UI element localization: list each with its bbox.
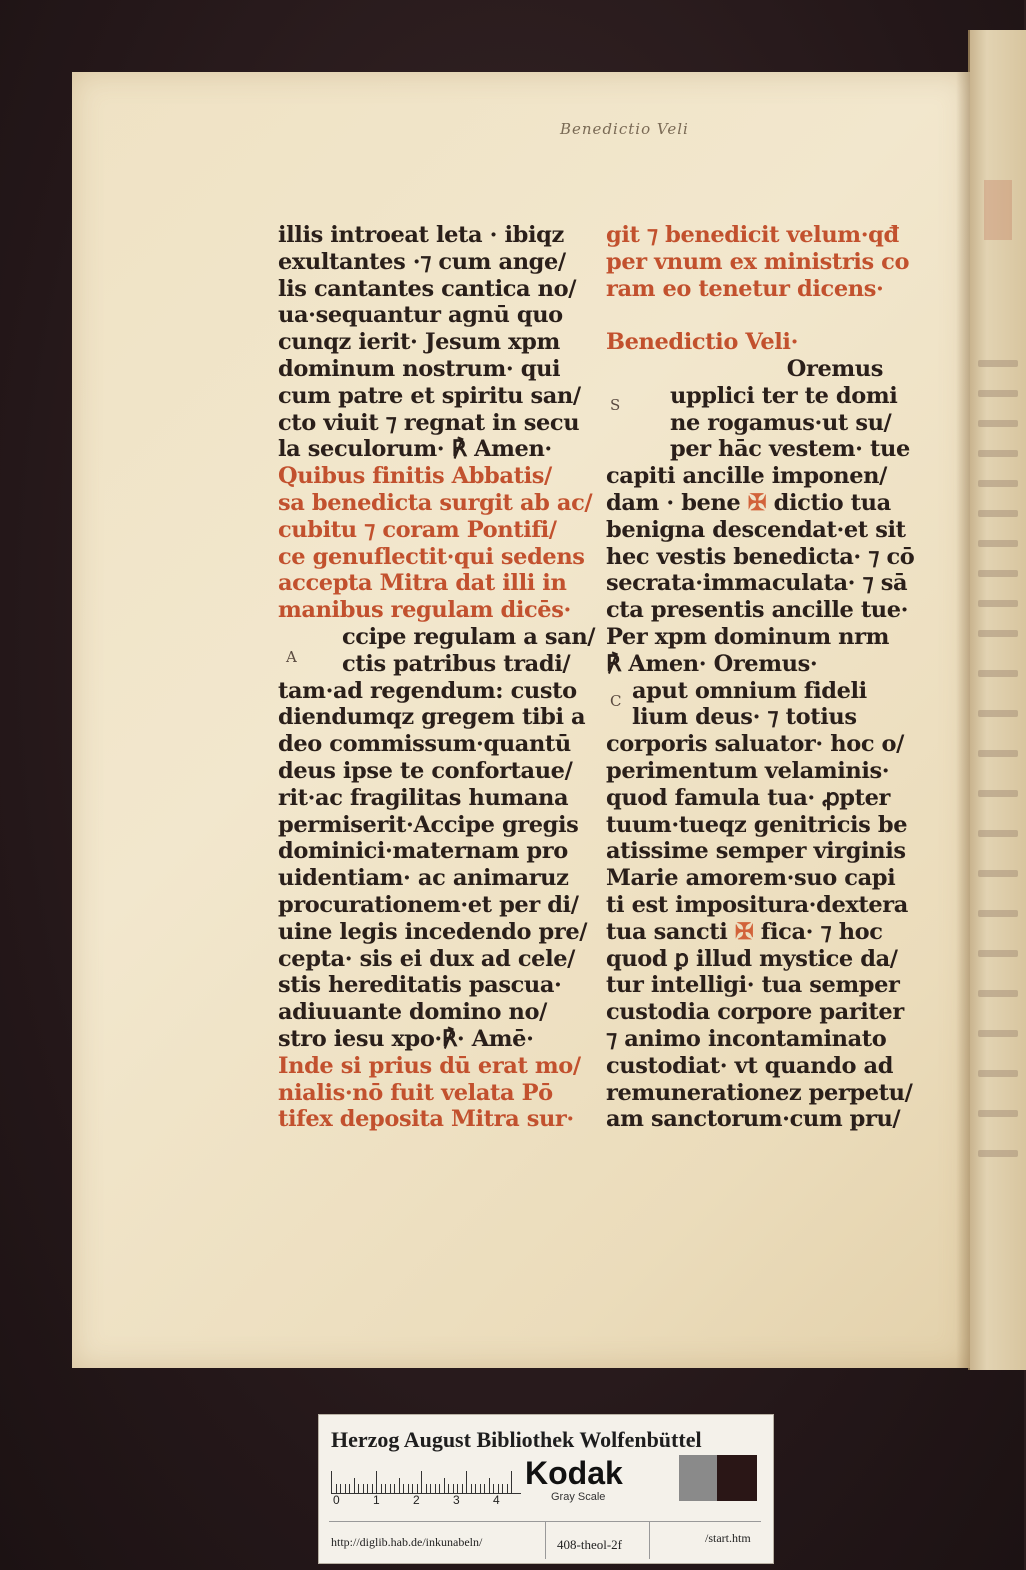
rubric-line: accepta Mitra dat illi in (278, 570, 567, 597)
scale-ruler (331, 1459, 521, 1494)
initial-guide-letter: S (610, 396, 621, 414)
ruler-tick (444, 1478, 445, 1493)
text-line: tua sancti ✠ fica· ⁊ hoc (606, 918, 883, 945)
adjacent-text-line (978, 990, 1018, 997)
library-label (318, 1414, 774, 1564)
adjacent-text-line (978, 1110, 1018, 1117)
text-line: procurationem·et per di/ (278, 891, 579, 918)
text-line: dam · bene ✠ dictio tua (606, 489, 891, 516)
ruler-tick (349, 1484, 350, 1493)
initial-guide-letter: A (286, 648, 297, 666)
cross-icon: ✠ (747, 489, 767, 516)
text-line: diendumqz gregem tibi a (278, 704, 586, 731)
gray-swatch (679, 1455, 717, 1501)
ruler-tick (498, 1484, 499, 1493)
ruler-tick (462, 1484, 463, 1493)
text-line: deo commissum·quantū (278, 731, 571, 758)
adjacent-text-line (978, 480, 1018, 487)
text-line: Per xpm dominum nrm (606, 623, 889, 650)
ruler-tick (340, 1484, 341, 1493)
text-line: tam·ad regendum: custo (278, 677, 577, 704)
ruler-tick (475, 1484, 476, 1493)
text-line: remunerationez perpetu/ (606, 1079, 913, 1106)
adjacent-text-line (978, 450, 1018, 457)
dark-swatch (717, 1455, 757, 1501)
adjacent-text-line (978, 390, 1018, 397)
text-line: benigna descendat·et sit (606, 516, 906, 543)
label-divider (545, 1521, 546, 1559)
rubric-line: ram eo tenetur dicens· (606, 275, 884, 302)
adjacent-text-line (978, 540, 1018, 547)
rubric-line: sa benedicta surgit ab ac/ (278, 489, 593, 516)
adjacent-text-line (978, 870, 1018, 877)
ruler-tick (484, 1484, 485, 1493)
text-line: illis introeat leta · ibiqz (278, 222, 564, 248)
rubric-line: ce genuflectit·qui sedens (278, 543, 585, 570)
text-line: exultantes ·⁊ cum ange/ (278, 248, 566, 275)
ruler-number: 0 (333, 1493, 340, 1507)
label-start-link: /start.htm (705, 1531, 751, 1545)
ruler-number: 3 (453, 1493, 460, 1507)
ruler-tick (502, 1484, 503, 1493)
text-line: quod famula tua· ꝓpter (606, 784, 890, 811)
label-divider (649, 1521, 650, 1559)
adjacent-text-line (978, 1070, 1018, 1077)
library-title: Herzog August Bibliothek Wolfenbüttel (331, 1427, 702, 1452)
ruler-number: 1 (373, 1493, 380, 1507)
text-line: uine legis incedendo pre/ (278, 918, 588, 945)
adjacent-text-line (978, 1150, 1018, 1157)
adjacent-text-line (978, 1030, 1018, 1037)
text-line: per hāc vestem· tue (670, 436, 910, 463)
text-line: cta presentis ancille tue· (606, 597, 909, 624)
text-line: atissime semper virginis (606, 838, 906, 865)
text-line: upplici ter te domi (670, 382, 898, 409)
text-line: adiuuante domino no/ (278, 999, 547, 1026)
adjacent-text-line (978, 600, 1018, 607)
text-line: deus ipse te confortaue/ (278, 757, 573, 784)
text-line: perimentum velaminis· (606, 757, 890, 784)
ruler-tick (466, 1471, 467, 1493)
ruler-tick (372, 1484, 373, 1493)
text-line: stro iesu xpo·℟· Amē· (278, 1025, 534, 1052)
rubric-line: tifex deposita Mitra sur· (278, 1106, 574, 1133)
ruler-tick (381, 1484, 382, 1493)
ruler-tick (417, 1484, 418, 1493)
ruler-tick (354, 1478, 355, 1493)
adjacent-text-line (978, 670, 1018, 677)
text-line: ti est impositura·dextera (606, 891, 908, 918)
ruler-tick (390, 1484, 391, 1493)
ruler-tick (439, 1484, 440, 1493)
ruler-tick (385, 1484, 386, 1493)
label-url: http://diglib.hab.de/inkunabeln/ (331, 1535, 483, 1549)
handwritten-header-note: Benedictio Veli (560, 120, 689, 138)
adjacent-text-line (978, 510, 1018, 517)
label-shelfmark: 408-theol-2f (557, 1537, 622, 1552)
ruler-tick (394, 1484, 395, 1493)
rubric-line: per vnum ex ministris co (606, 248, 910, 275)
rubric-line: cubitu ⁊ coram Pontifi/ (278, 516, 557, 543)
text-line: hec vestis benedicta· ⁊ cō (606, 543, 915, 570)
text-line: cepta· sis ei dux ad cele/ (278, 945, 575, 972)
text-line: cum patre et spiritu san/ (278, 382, 581, 409)
text-line: corporis saluator· hoc o/ (606, 731, 904, 758)
text-line: stis hereditatis pascua· (278, 972, 562, 999)
rubric-line: Inde si prius dū erat mo/ (278, 1052, 581, 1079)
ruler-tick (376, 1471, 377, 1493)
text-line: ctis patribus tradi/ (342, 650, 571, 677)
ruler-tick (412, 1484, 413, 1493)
adjacent-text-line (978, 710, 1018, 717)
rubric-line: nialis·nō fuit velata Pō (278, 1079, 553, 1106)
text-line: cunqz ierit· Jesum xpm (278, 329, 560, 356)
rubric-line: Quibus finitis Abbatis/ (278, 463, 552, 490)
rubric-line: git ⁊ benedicit velum·qđ (606, 222, 899, 248)
text-line (606, 302, 891, 329)
ruler-tick (507, 1484, 508, 1493)
initial-guide-letter: C (610, 692, 622, 710)
ruler-tick (426, 1484, 427, 1493)
text-line: aput omnium fideli (632, 677, 867, 704)
ruler-tick (399, 1478, 400, 1493)
text-line: ne rogamus·ut su/ (670, 409, 892, 436)
text-line: custodiat· vt quando ad (606, 1052, 894, 1079)
rubric-line: manibus regulam dicēs· (278, 597, 571, 624)
text-line: rit·ac fragilitas humana (278, 784, 569, 811)
ruler-tick (471, 1484, 472, 1493)
ruler-tick (435, 1484, 436, 1493)
ruler-tick (363, 1484, 364, 1493)
ruler-tick (331, 1471, 332, 1493)
ruler-tick (511, 1471, 512, 1493)
ruler-number: 4 (493, 1493, 500, 1507)
text-line: lis cantantes cantica no/ (278, 275, 577, 302)
text-line: secrata·immaculata· ⁊ sā (606, 570, 908, 597)
ruler-tick (489, 1478, 490, 1493)
text-line: capiti ancille imponen/ (606, 463, 887, 490)
text-line: ccipe regulam a san/ (342, 623, 596, 650)
adjacent-text-line (978, 950, 1018, 957)
text-line: tur intelligi· tua semper (606, 972, 900, 999)
adjacent-text-line (978, 420, 1018, 427)
section-heading: Benedictio Veli· (606, 329, 799, 356)
text-line: ℟ Amen· Oremus· (606, 650, 818, 677)
ruler-tick (448, 1484, 449, 1493)
text-line: Marie amorem·suo capi (606, 865, 896, 892)
ruler-number: 2 (413, 1493, 420, 1507)
text-line: lium deus· ⁊ totius (632, 704, 857, 731)
ruler-tick (421, 1471, 422, 1493)
text-line: Oremus (786, 355, 883, 382)
adjacent-text-line (978, 910, 1018, 917)
text-line: quod ꝑ illud mystice da/ (606, 945, 898, 972)
text-line: permiserit·Accipe gregis (278, 811, 579, 838)
ruler-tick (493, 1484, 494, 1493)
ruler-tick (408, 1484, 409, 1493)
text-line: custodia corpore pariter (606, 999, 904, 1026)
kodak-logo: Kodak (525, 1455, 623, 1491)
adjacent-text-line (978, 570, 1018, 577)
text-line: ⁊ animo incontaminato (606, 1025, 887, 1052)
ruler-tick (345, 1484, 346, 1493)
ruler-tick (403, 1484, 404, 1493)
text-line: dominum nostrum· qui (278, 355, 561, 382)
adjacent-text-line (978, 360, 1018, 367)
cross-icon: ✠ (734, 918, 754, 945)
ruler-tick (430, 1484, 431, 1493)
ruler-tick (336, 1484, 337, 1493)
adjacent-text-line (978, 750, 1018, 757)
gray-scale-caption: Gray Scale (551, 1491, 606, 1503)
text-line: uidentiam· ac animaruz (278, 865, 569, 892)
text-line: am sanctorum·cum pru/ (606, 1106, 901, 1133)
left-text-column (278, 222, 596, 1133)
text-line: ua·sequantur agnū quo (278, 302, 563, 329)
text-line: tuum·tueqz genitricis be (606, 811, 908, 838)
adjacent-text-line (978, 630, 1018, 637)
ruler-tick (453, 1484, 454, 1493)
ruler-tick (480, 1484, 481, 1493)
ruler-tick (457, 1484, 458, 1493)
text-line: cto viuit ⁊ regnat in secu (278, 409, 580, 436)
adjacent-text-line (978, 830, 1018, 837)
adjacent-page (968, 30, 1026, 1370)
right-text-column (606, 222, 915, 1133)
adjacent-text-line (978, 790, 1018, 797)
text-line: la seculorum· ℟ Amen· (278, 436, 552, 463)
ruler-tick (358, 1484, 359, 1493)
ruler-tick (367, 1484, 368, 1493)
text-line: dominici·maternam pro (278, 838, 568, 865)
adjacent-rubric (984, 180, 1012, 240)
